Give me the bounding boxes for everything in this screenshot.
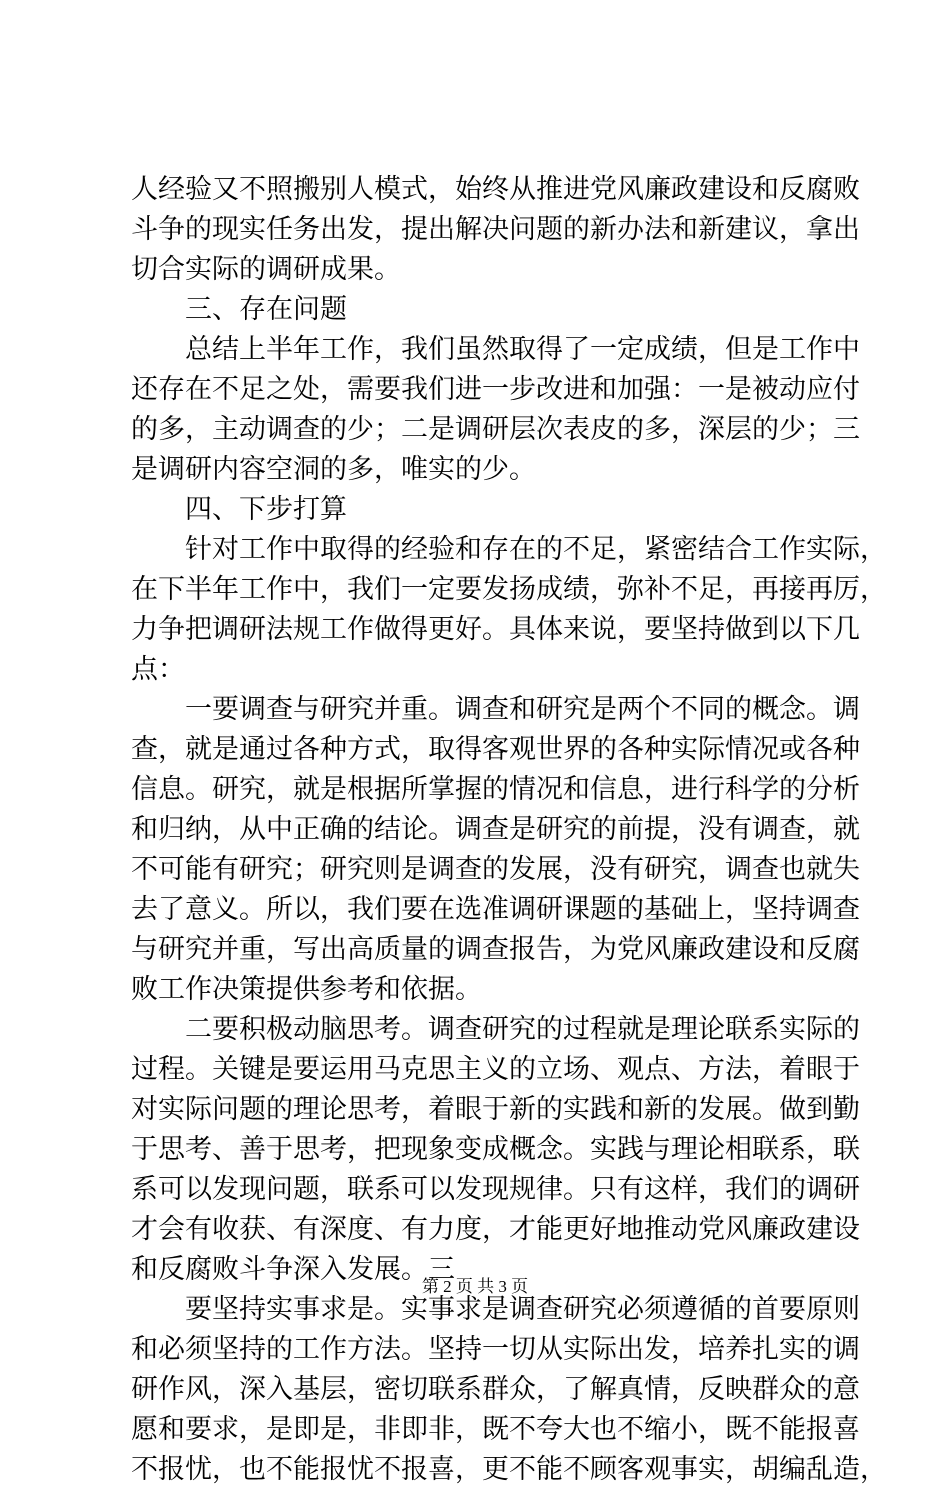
text-line: 查，就是通过各种方式，取得客观世界的各种实际情况或各种: [131, 734, 860, 765]
text-line: 四、下步打算: [185, 494, 347, 525]
text-line: 去了意义。所以，我们要在选准调研课题的基础上，坚持调查: [131, 894, 860, 925]
text-line: 总结上半年工作，我们虽然取得了一定成绩，但是工作中: [185, 334, 860, 365]
text-line: 不可能有研究；研究则是调查的发展，没有研究，调查也就失: [131, 854, 860, 885]
page-footer: 第 2 页 共 3 页: [421, 1277, 529, 1296]
text-line: 二要积极动脑思考。调查研究的过程就是理论联系实际的: [185, 1014, 860, 1045]
text-line: 研作风，深入基层，密切联系群众，了解真情，反映群众的意: [131, 1374, 860, 1405]
text-line: 点：: [131, 654, 185, 685]
text-line: 切合实际的调研成果。: [131, 254, 401, 285]
text-line: 和反腐败斗争深入发展。三: [131, 1254, 455, 1285]
text-line: 对实际问题的理论思考，着眼于新的实践和新的发展。做到勤: [131, 1094, 860, 1125]
text-line: 人经验又不照搬别人模式，始终从推进党风廉政建设和反腐败: [131, 174, 860, 205]
text-line: 是调研内容空洞的多，唯实的少。: [131, 454, 536, 485]
text-line: 一要调查与研究并重。调查和研究是两个不同的概念。调: [185, 694, 860, 725]
text-line: 愿和要求，是即是，非即非，既不夸大也不缩小，既不能报喜: [131, 1414, 860, 1445]
text-line: 还存在不足之处，需要我们进一步改进和加强：一是被动应付: [131, 374, 860, 405]
text-line: 在下半年工作中，我们一定要发扬成绩，弥补不足，再接再厉，: [131, 574, 887, 605]
text-line: 斗争的现实任务出发，提出解决问题的新办法和新建议，拿出: [131, 214, 860, 245]
text-line: 与研究并重，写出高质量的调查报告，为党风廉政建设和反腐: [131, 934, 860, 965]
text-line: 要坚持实事求是。实事求是调查研究必须遵循的首要原则: [185, 1294, 860, 1325]
text-line: 和必须坚持的工作方法。坚持一切从实际出发，培养扎实的调: [131, 1334, 860, 1365]
text-line: 系可以发现问题，联系可以发现规律。只有这样，我们的调研: [131, 1174, 860, 1205]
text-line: 信息。研究，就是根据所掌握的情况和信息，进行科学的分析: [131, 774, 860, 805]
text-line: 和归纳，从中正确的结论。调查是研究的前提，没有调查，就: [131, 814, 860, 845]
text-line: 不报忧，也不能报忧不报喜，更不能不顾客观事实，胡编乱造，: [131, 1454, 887, 1485]
text-line: 于思考、善于思考，把现象变成概念。实践与理论相联系，联: [131, 1134, 860, 1165]
text-line: 才会有收获、有深度、有力度，才能更好地推动党风廉政建设: [131, 1214, 860, 1245]
text-line: 针对工作中取得的经验和存在的不足，紧密结合工作实际，: [185, 534, 887, 565]
text-line: 过程。关键是要运用马克思主义的立场、观点、方法，着眼于: [131, 1054, 860, 1085]
text-line: 三、存在问题: [185, 294, 347, 325]
text-line: 败工作决策提供参考和依据。: [131, 974, 482, 1005]
text-line: 的多，主动调查的少；二是调研层次表皮的多，深层的少；三: [131, 414, 860, 445]
text-line: 力争把调研法规工作做得更好。具体来说，要坚持做到以下几: [131, 614, 860, 645]
